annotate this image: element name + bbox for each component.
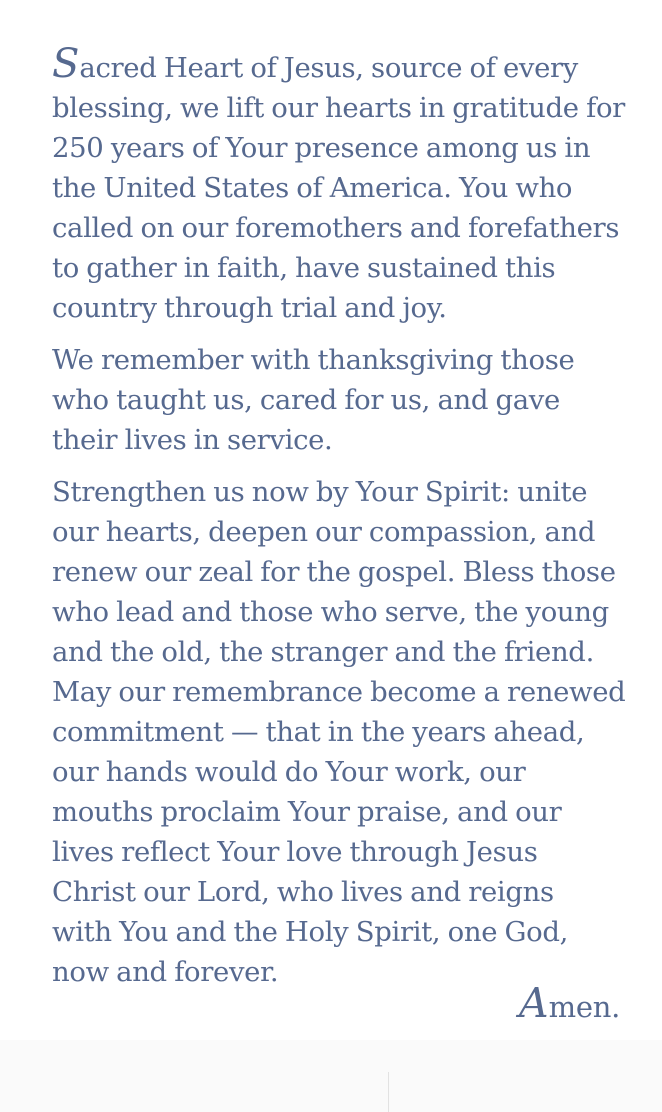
prayer-line: who taught us, cared for us, and gave (52, 384, 560, 416)
prayer-line: blessing, we lift our hearts in gratitude for (52, 92, 625, 124)
prayer-line (52, 41, 642, 88)
drop-cap-letter: S (52, 41, 80, 87)
prayer-line: with You and the Holy Spirit, one God, (52, 916, 569, 948)
prayer-line: the United States of America. You who (52, 172, 573, 204)
prayer-line: May our remembrance become a renewed (52, 676, 626, 708)
prayer-paragraph-3 (52, 472, 642, 992)
amen-drop-cap: A (519, 979, 549, 1027)
prayer-text (52, 41, 642, 1004)
prayer-line: to gather in faith, have sustained this (52, 252, 556, 284)
prayer-paragraph-1 (52, 41, 642, 328)
prayer-line: 250 years of Your presence among us in (52, 132, 591, 164)
prayer-line: Strengthen us now by Your Spirit: unite (52, 476, 588, 508)
prayer-line: and the old, the stranger and the friend. (52, 636, 594, 668)
prayer-line: Christ our Lord, who lives and reigns (52, 876, 554, 908)
amen-rest: men. (548, 990, 620, 1024)
prayer-line: mouths proclaim Your praise, and our (52, 796, 562, 828)
prayer-closing-amen (519, 979, 620, 1027)
prayer-line: who lead and those who serve, the young (52, 596, 609, 628)
prayer-line: commitment — that in the years ahead, (52, 716, 585, 748)
line-text: acred Heart of Jesus, source of every (79, 52, 578, 84)
prayer-line: now and forever. (52, 956, 279, 988)
prayer-line: our hands would do Your work, our (52, 756, 526, 788)
prayer-line: country through trial and joy. (52, 292, 447, 324)
bottom-faded-strip (0, 1040, 662, 1112)
prayer-line: renew our zeal for the gospel. Bless those (52, 556, 616, 588)
prayer-line: our hearts, deepen our compassion, and (52, 516, 596, 548)
prayer-line: called on our foremothers and forefathers (52, 212, 620, 244)
prayer-line: We remember with thanksgiving those (52, 344, 575, 376)
prayer-line: lives reflect Your love through Jesus (52, 836, 538, 868)
prayer-paragraph-2 (52, 340, 642, 460)
prayer-line: their lives in service. (52, 424, 333, 456)
bottom-divider (388, 1072, 389, 1112)
